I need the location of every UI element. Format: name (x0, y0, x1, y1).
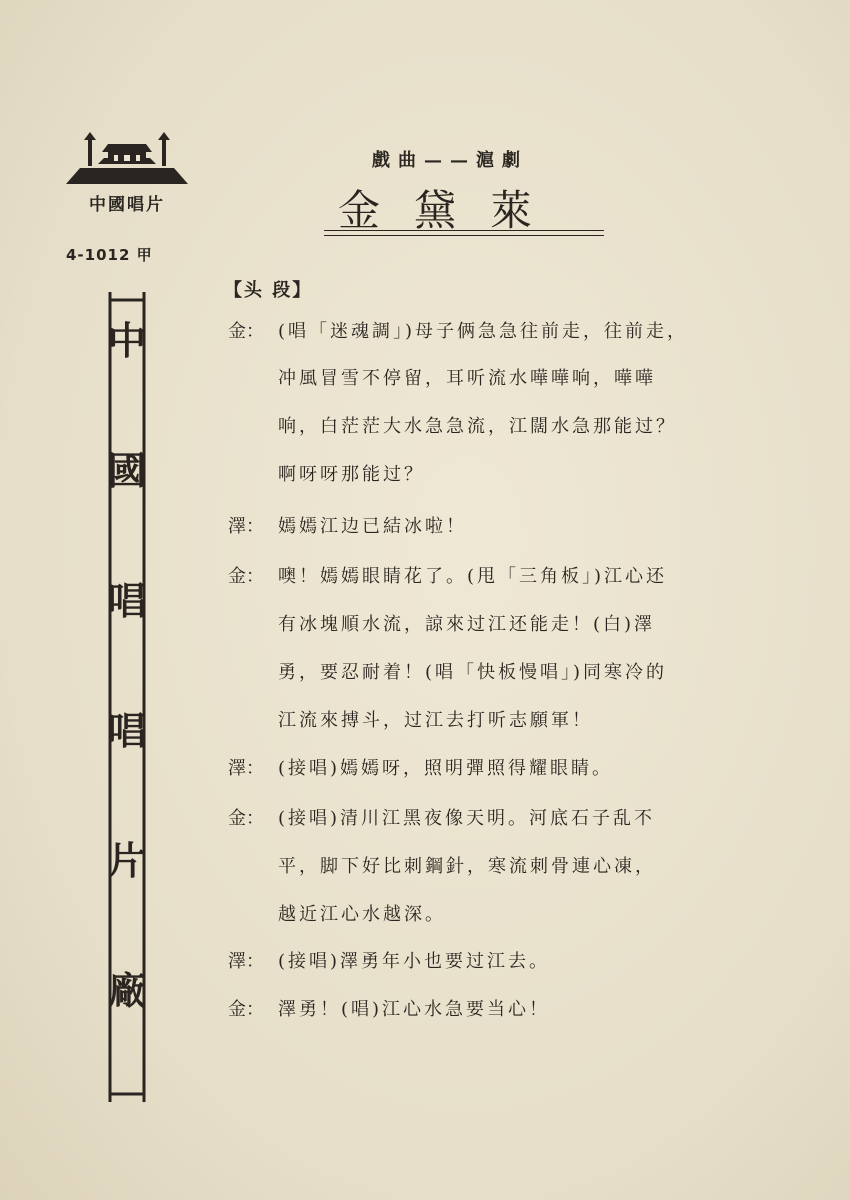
banner-char: 國 (107, 448, 146, 493)
vertical-banner (104, 292, 150, 1102)
genre-subtitle: 戲曲——滬劇 (372, 150, 528, 171)
banner-char: 唱 (107, 578, 146, 623)
line-text: 嫣嫣江边已結冰啦！ (278, 516, 467, 537)
speaker: 金： (228, 808, 264, 829)
script-line (228, 709, 593, 733)
script-line (228, 855, 656, 879)
line-text: (接唱)嫣嫣呀，照明彈照得耀眼睛。 (278, 758, 614, 779)
logo-text: 中國唱片 (89, 195, 165, 215)
line-text: 江流來搏斗，过江去打听志願軍！ (278, 710, 593, 731)
line-text: 澤勇！(唱)江心水急要当心！ (278, 999, 551, 1020)
script-line (228, 661, 667, 685)
line-text: (接唱)澤勇年小也要过江去。 (278, 951, 551, 972)
speaker: 金： (228, 566, 264, 587)
script-line (228, 950, 550, 974)
line-text: 响，白茫茫大水急急流，江闊水急那能过？ (278, 416, 677, 437)
line-text: 噢！嫣嫣眼睛花了。(甩「三角板」)江心还 (278, 566, 668, 587)
script-line (228, 903, 446, 927)
tiananmen-icon (62, 118, 192, 188)
script-line (228, 807, 655, 831)
speaker: 澤： (228, 758, 264, 779)
script-line (228, 998, 550, 1022)
script-line (228, 367, 656, 391)
section-label: 【头 段】 (224, 280, 313, 301)
line-text: 啊呀呀那能过？ (278, 464, 425, 485)
script-line (228, 565, 667, 589)
line-text: 越近江心水越深。 (278, 904, 446, 925)
speaker: 金： (228, 999, 264, 1020)
speaker: 澤： (228, 951, 264, 972)
line-text: (接唱)清川江黑夜像天明。河底石子乱不 (278, 808, 656, 829)
banner-char: 廠 (107, 968, 146, 1013)
script-line (228, 463, 425, 487)
script-line (228, 757, 613, 781)
title-rule (324, 235, 604, 236)
page-title: 金黛萊 (338, 186, 567, 235)
china-records-logo (62, 118, 192, 215)
script-line (228, 515, 467, 539)
line-text: 平，脚下好比刺鋼針，寒流刺骨連心凍， (278, 856, 656, 877)
title-rule (324, 230, 604, 231)
banner-char: 中 (107, 318, 146, 363)
line-text: 有冰塊順水流，諒來过江还能走！(白)澤 (278, 614, 656, 635)
banner-char: 唱 (107, 708, 146, 753)
speaker: 金： (228, 321, 264, 342)
banner-char: 片 (107, 838, 146, 883)
line-text: (唱「迷魂調」)母子俩急急往前走，往前走， (278, 321, 689, 342)
line-text: 冲風冒雪不停留，耳听流水嘩嘩响，嘩嘩 (278, 368, 656, 389)
script-line (228, 320, 688, 344)
script-line (228, 613, 655, 637)
line-text: 勇，要忍耐着！(唱「快板慢唱」)同寒冷的 (278, 662, 668, 683)
script-line (228, 415, 677, 439)
speaker: 澤： (228, 516, 264, 537)
catalog-number: 4-1012 甲 (66, 246, 153, 264)
